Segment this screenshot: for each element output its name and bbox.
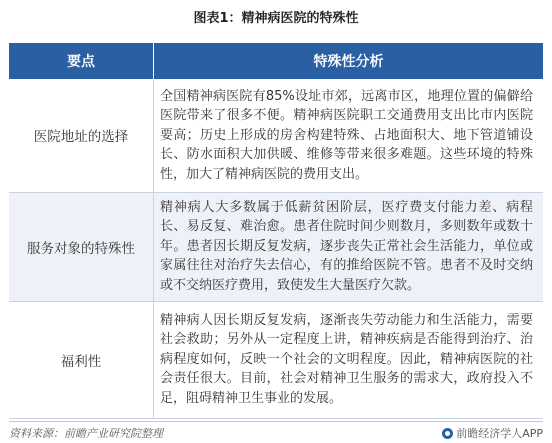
header-value: 特殊性分析 xyxy=(313,54,384,70)
row-value: 精神病人因长期反复发病，逐渐丧失劳动能力和生活能力，需要社会救助；另外从一定程度上讲，精神疾病是否能得到治疗、治病程度如何，反映一个社会的文明程度。因此，精神病医院的社会责任很大。目前，社会对精神卫生服务的需求大，政府投入不足，阻碍精神卫生事业的发展。 xyxy=(154,301,544,418)
row-key: 医院地址的选择 xyxy=(9,79,154,192)
row-value: 精神病人大多数属于低薪贫困阶层，医疗费支付能力差、病程长、易反复、难治愈。患者住院时间少则数月，多则数年或数十年。患者因长期反复发病，逐步丧失正常社会生活能力，单位或家属往往对治疗失去信心，有的推给医院不管。患者不及时交纳或不交纳医疗费用，致使发生大量医疗欠款。 xyxy=(154,192,544,301)
header-key: 要点 xyxy=(9,43,154,79)
row-key: 服务对象的特殊性 xyxy=(9,192,154,301)
row-value: 全国精神病医院有85%设址市郊，远离市区，地理位置的偏僻给医院带来了很多不便。精神病医院职工交通费用支出比市内医院要高；历史上形成的房舍构建特殊、占地面积大、地下管道铺设长、防水面积大加供暖、维修等带来很多难题。这些环境的特殊性，加大了精神病医院的费用支出。 xyxy=(154,79,544,192)
row-key: 福利性 xyxy=(9,301,154,418)
footer xyxy=(9,421,543,440)
brand-name: 前瞻经济学人APP xyxy=(456,427,543,440)
brand xyxy=(442,425,543,441)
table-row xyxy=(9,192,543,301)
table-row xyxy=(9,79,543,192)
source-note: 资料来源：前瞻产业研究院整理 xyxy=(9,427,163,440)
chart-title: 图表1：精神病医院的特殊性 xyxy=(193,11,359,26)
analysis-table xyxy=(9,43,543,419)
table-header-row xyxy=(9,43,543,79)
table-row xyxy=(9,301,543,418)
brand-logo-icon xyxy=(442,428,453,439)
